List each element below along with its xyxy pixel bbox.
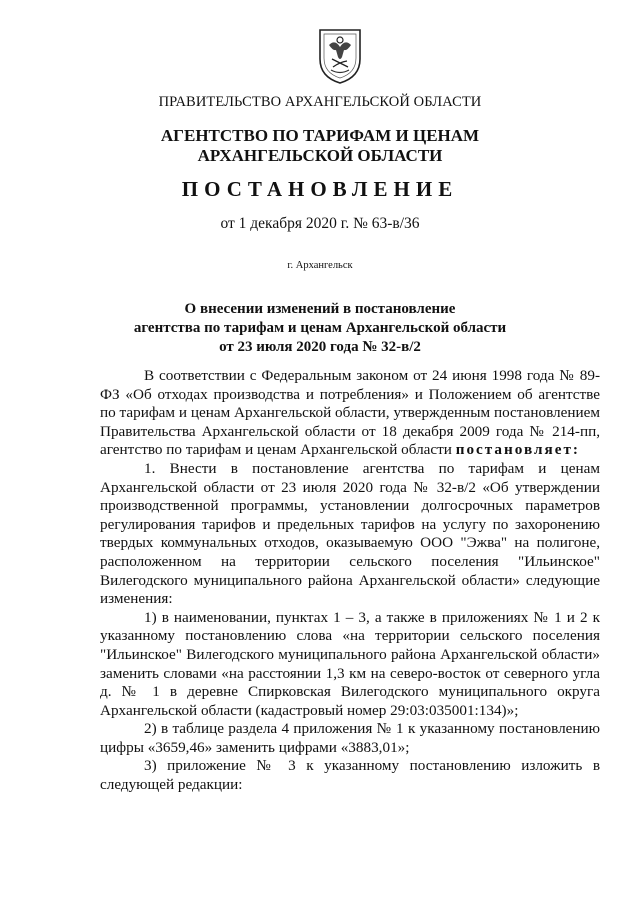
document-body (100, 367, 600, 795)
document-city: г. Архангельск (287, 260, 353, 271)
preamble-paragraph (100, 367, 600, 460)
agency-name (0, 126, 640, 166)
subitem-3-paragraph: 3) приложение № 3 к указанному постановлению изложить в следующей редакции: (100, 757, 600, 794)
document-date-number: от 1 декабря 2020 г. № 63-в/36 (220, 215, 420, 232)
agency-name-line2: АРХАНГЕЛЬСКОЙ ОБЛАСТИ (197, 146, 443, 165)
subject-line3: от 23 июля 2020 года № 32-в/2 (219, 339, 421, 355)
document-type-title: ПОСТАНОВЛЕНИЕ (181, 177, 459, 201)
subject-line2: агентства по тарифам и ценам Архангельской области (133, 320, 507, 336)
government-name: ПРАВИТЕЛЬСТВО АРХАНГЕЛЬСКОЙ ОБЛАСТИ (158, 94, 482, 110)
item-1-paragraph: 1. Внести в постановление агентства по тарифам и ценам Архангельской области от 23 июля 2020 года № 32-в/2 «Об утверждении производственной программы, установлении долгосрочных параметров регулирования тарифов и предельных тарифов на услугу по захоронению твердых коммунальных отходов, оказываемую ООО "Эжва" на полигоне, расположенном на территории сельского поселения "Ильинское" Вилегодского муниципального района Архангельской области» следующие изменения: (100, 459, 600, 608)
decree-word: постановляет: (455, 441, 580, 459)
subitem-1-paragraph: 1) в наименовании, пунктах 1 – 3, а также в приложениях № 1 и 2 к указанному постановлению слова «на территории сельского поселения "Ильинское" Вилегодского муниципального района Архангельской области» заменить словами «на расстоянии 1,3 км на северо-восток от северного угла д. № 1 в деревне Спирковская Вилегодского муниципального округа Архангельской области (кадастровый номер 29:03:035001:134)»; (100, 608, 600, 719)
coat-of-arms-emblem (317, 27, 363, 85)
agency-name-line1: АГЕНТСТВО ПО ТАРИФАМ И ЦЕНАМ (160, 126, 480, 145)
subject-line1: О внесении изменений в постановление (184, 301, 456, 317)
preamble-text: В соответствии с Федеральным законом от 24 июня 1998 года № 89-ФЗ «Об отходах производства и потребления» и Положением об агентстве по тарифам и ценам Архангельской области, утвержденным постановлением Правительства Архангельской области от 18 декабря 2009 года № 214-пп, агентство по тарифам и ценам Архангельской области (100, 367, 600, 459)
subitem-2-paragraph: 2) в таблице раздела 4 приложения № 1 к указанному постановлению цифры «3659,46» заменить цифрами «3883,01»; (100, 720, 600, 756)
document-subject (0, 300, 640, 357)
